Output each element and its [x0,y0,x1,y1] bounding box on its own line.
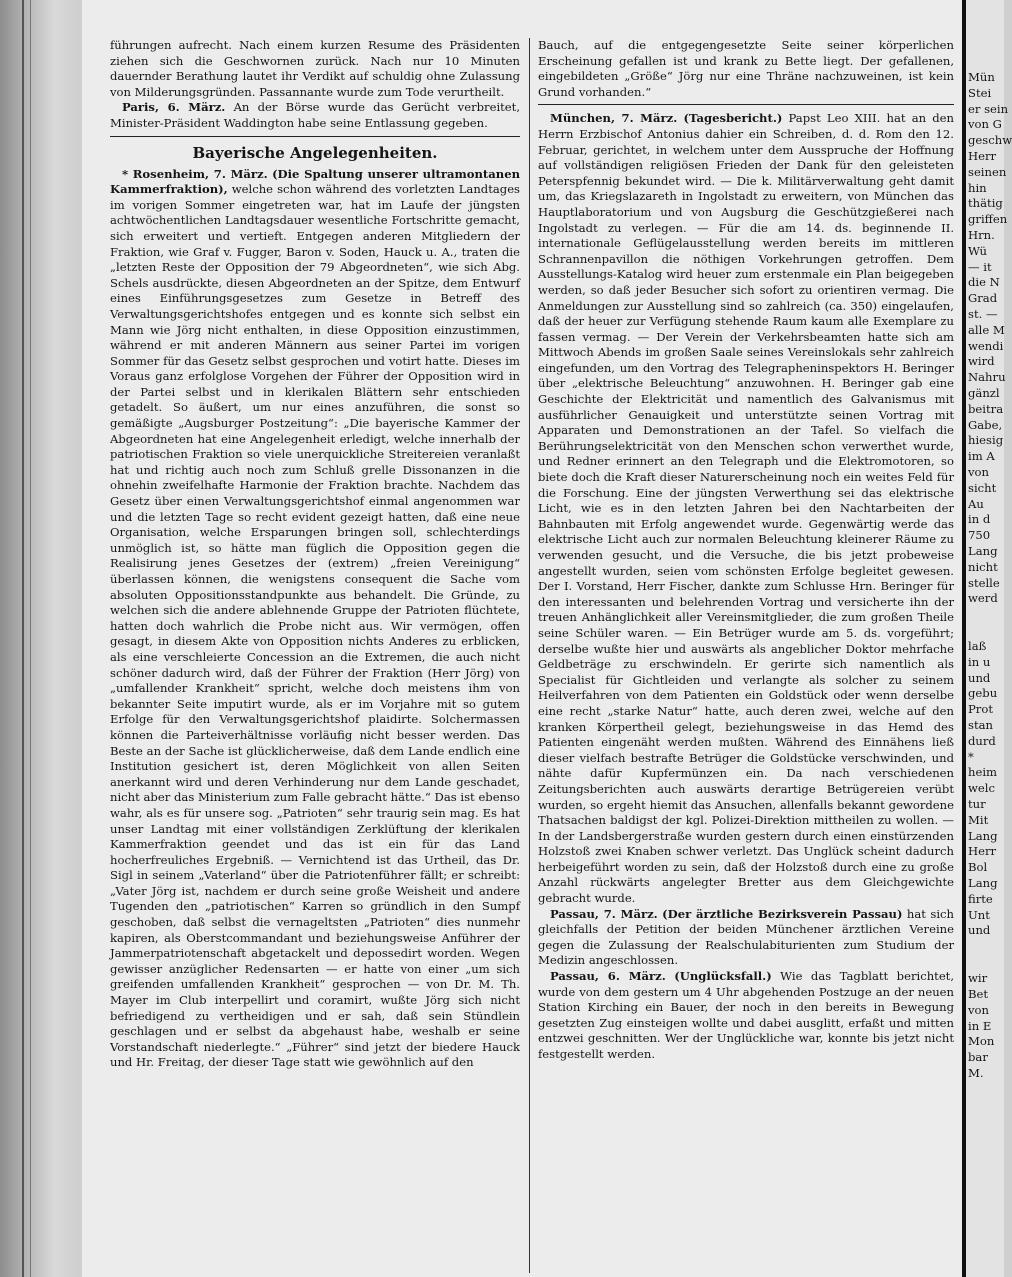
edge-line: M. [968,1066,984,1081]
binding-line [22,0,24,1277]
rosenheim-text: welche schon während des vorletzten Landtages im vorigen Sommer eingetreten war, hat im Laufe der jüngsten achtwöchentlichen Landtagsdauer wesentliche Fortschritte gemacht, sich erweitert und vertieft. Entgegen anderen Mitgliedern der Fraktion, wie Graf v. Fugger, Baron v. Soden, Hauck u. A., traten die „letzten Reste der Opposition der 79 Abgeordneten“, wie sich Abg. Schels ausdrückte, diesen Abgeordneten an der Spitze, dem Entwurf eines Einführungsgesetzes zum Gesetze in Betreff des Verwaltungsgerichtshofes entgegen und es konnte sich selbst ein Mann wie Jörg nicht enthalten, in diese Opposition einzustimmen, während er mit anderen Männern aus seiner Partei im vorigen Sommer für das Gesetz selbst gesprochen und votirt hatte. Dieses im Voraus ganz erfolglose Vorgehen der Führer der Opposition wird in der Partei selbst und in klerikalen Blättern sehr entschieden getadelt. So äußert, um nur eines anzuführen, die sonst so gemäßigte „Augsburger Postzeitung“: „Die bayerische Kammer der Abgeordneten hat eine Angelegenheit erledigt, welche innerhalb der patriotischen Fraktion so viele unerquickliche Streitereien veranlaßt hat und richtig auch noch zum Schluß grelle Dissonanzen in die ohnehin zweifelhafte Harmonie der Fraktion brachte. Nachdem das Gesetz über einen Verwaltungsgerichtshof einmal angenommen war und die letzten Tage so recht evident gezeigt hatten, daß eine neue Organisation, welche Ersparungen bringen soll, schlechterdings unmöglich ist, so hätte man füglich die Opposition gegen die Realisirung jenes Gesetzes der (extrem) „freien Vereinigung“ überlassen können, die wenigstens consequent die Sache vom absoluten Oppositionsstandpunkte aus behandelt. Die Gründe, zu welchen sich die andere ablehnende Gruppe der Patrioten flüchtete, hatten doch wahrlich die Probe nicht aus. Wir vermögen, offen gesagt, in diesem Akte von Opposition nichts Anderes zu erblicken, als eine verschleierte Concession an die Extremen, die auch nicht schöner dadurch wird, daß der Führer der Fraktion (Herr Jörg) von „umfallender Krankheit“ spricht, welche doch meistens ihm von bekannter Seite imputirt wurde, als er im Vorjahre mit so gutem Erfolge für den Verwaltungsgerichtshof plaidirte. Solchermassen können die Parteiverhältnisse vorläufig nicht besser werden. Das Beste an der Sache ist glücklicherweise, daß dem Lande endlich eine Institution gesichert ist, deren Möglichkeit von allen Seiten anerkannt wird und deren Verhinderung nur dem Lande geschadet, nicht aber das Ministerium zum Falle gebracht hätte.“ Das ist ebenso wahr, als es für unsere sog. „Patrioten“ sehr traurig sein mag. Es hat unser Landtag mit einer vollständigen Zerklüftung der klerikalen Kammerfraktion geendet und das ist ein für das Land hocherfreuliches Ergebniß. — Vernichtend ist das Urtheil, das Dr. Sigl in seinem „Vaterland“ über die Patriotenführer fällt; er schreibt: „Vater Jörg ist, nachdem er durch seine große Weisheit und andere Tugenden den „patriotischen“ Karren so gründlich in den Sumpf geschoben, daß selbst die vernageltsten „Patrioten“ dies nunmehr kapiren, als Oberstcommandant und beziehungsweise Anführer der Jammerpatriotenschaft abgetackelt und depossedirt worden. Wegen gewisser anzüglicher Redensarten — er hatte von einer „um sich greifenden umfallenden Krankheit“ gesprochen — von Dr. M. Th. Mayer im Club interpellirt und coramirt, wußte Jörg sich nicht befriedigend zu vertheidigen und er sah, daß sein Stündlein geschlagen und er selbst da abgehaust habe, weshalb er seine Vorstandschaft niederlegte.“ „Führer“ sind jetzt der biedere Hauck und Hr. Freitag, der dieser Tage statt wie gewöhnlich auf den [110,182,521,1070]
edge-line: wir [968,971,988,986]
edge-line: geschw [968,133,1012,148]
edge-line: werd [968,591,998,606]
edge-line: Stei [968,85,992,100]
edge-line: st. — [968,306,998,321]
edge-line: * [968,749,974,764]
passau1-dateline: Passau, 7. März. [550,906,658,921]
edge-line: wendi [968,338,1004,353]
edge-line: Mün [968,70,995,84]
edge-line: Lang [968,543,998,558]
edge-line: beitra [968,401,1004,416]
edge-line: nicht [968,559,998,574]
binding-line-secondary [30,0,31,1277]
muenchen-text: Papst Leo XIII. hat an den Herrn Erzbischof Antonius dahier ein Schreiben, d. d. Rom den 12. Februar, gerichtet, in welchem unter dem Ausspruche der Hoffnung auf vollständigen religiösen Frieden der Dank für den geleisteten Peterspfennig bekundet wird. — Die k. Militärverwaltung geht damit um, das Kriegslazareth in Ingolstadt zu erweitern, von München das Hauptlaboratorium und von Augsburg die Geschützgießerei nach Ingolstadt zu verlegen. — Für die am 14. ds. beginnende II. internationale Geflügelausstellung werden bereits im mittleren Schrannenpavillon die nöthigen Vorkehrungen getroffen. Dem Ausstellungs-Katalog wird heuer zum erstenmale ein Plan beigegeben werden, so daß jeder Besucher sich sofort zu orientiren vermag. Die Anmeldungen zur Ausstellung sind so zahlreich (ca. 350) eingelaufen, daß der heuer zur Verfügung stehende Raum kaum alle Exemplare zu fassen vermag. — Der Verein der Verkehrsbeamten hatte sich am Mittwoch Abends im großen Saale seines Vereinslokals sehr zahlreich eingefunden, um den Vortrag des Telegrapheninspektors H. Beringer über „elektrische Beleuchtung“ anzuwohnen. H. Beringer gab eine Geschichte der Elektricität und namentlich des Galvanismus mit ausführlicher Genauigkeit und unterstützte seinen Vortrag mit Apparaten und Demonstrationen an der Tafel. So vielfach die Berührungselektricität von den Menschen schon verwerthet wurde, und Redner erinnert an den Telegraph und die Elektromotoren, so biete doch die Kraft dieser Naturerscheinung noch ein weites Feld für die Forschung. Eine der jüngsten Verwerthung sei das elektrische Licht, wie es in den letzten Jahren bei den Nachtarbeiten der Bahnbauten mit Erfolg angewendet wurde. Gegenwärtig werde das elektrische Licht auch zur normalen Beleuchtung kleinerer Räume zu verwenden gesucht, und die Versuche, die bis jetzt probeweise angestellt wurden, seien vom schönsten Erfolge begleitet gewesen. Der I. Vorstand, Herr Fischer, dankte zum Schlusse Hrn. Beringer für den interessanten und belehrenden Vortrag und versicherte ihn der treuen Anhänglichkeit aller Vereinsmitglieder, die zum großen Theile seine Schüler waren. — Ein Betrüger wurde am 5. ds. vorgeführt; derselbe wußte hier und auswärts als angeblicher Doktor mehrfache Geldbeträge zu erschwindeln. Er gerirte sich namentlich als Specialist für Gichtleiden und verlangte als solcher zu seinem Heilverfahren von dem Patienten ein Goldstück oder wenn derselbe eine recht „starke Natur“ hatte, auch deren zwei, welche auf den kranken Körpertheil gelegt, beziehungsweise in das Hemd des Patienten eingenäht werden mußten. Während des Einnähens ließ dieser vielfach bestrafte Betrüger die Goldstücke verschwinden, und nähte dafür Kupfermünzen ein. Da nach verschiedenen Zeitungsberichten auch auswärts derartige Betrügereien verübt wurden, so ergeht hiemit das Ansuchen, allenfalls bekannt gewordene Thatsachen baldigst der kgl. Polizei-Direktion mittheilen zu wollen. — In der Landsbergerstraße wurden gestern durch einen einstürzenden Holzstoß zwei Knaben schwer verletzt. Das Unglück scheint dadurch herbeigeführt worden zu sein, daß der Holzstoß durch eine zu große Anzahl rückwärts angelegter Bretter aus dem Gleichgewichte gebracht wurde. [538,111,955,906]
edge-line: laß [968,639,987,654]
edge-line: Lang [968,828,998,843]
edge-line: Bet [968,987,989,1002]
article-divider [538,104,954,105]
edge-line: Wü [968,243,987,258]
edge-line: die N [968,275,1000,290]
column-right [538,38,954,1273]
edge-line: im A [968,449,995,464]
passau-article-2 [538,969,954,1063]
edge-line [968,939,1004,971]
muenchen-article [538,111,954,906]
edge-line: und [968,670,991,685]
edge-line: in E [968,1018,992,1033]
edge-line: durd [968,733,996,748]
passau2-subject: (Unglücksfall.) [674,969,772,984]
edge-line: bar [968,1050,988,1065]
edge-line: — it [968,259,992,274]
edge-line: Herr [968,148,997,163]
passau-article-1 [538,907,954,969]
newspaper-page [82,0,962,1277]
edge-line: von [968,464,989,479]
edge-line: Prot [968,702,993,717]
paris-article [110,100,520,131]
adjacent-page-edge [962,0,1012,1277]
paris-dateline: Paris, 6. März. [122,100,226,115]
edge-line: alle M [968,322,1005,337]
edge-line: heim [968,765,998,780]
paris-text: An der Börse wurde das Gerücht verbreitet, Minister-Präsident Waddington habe seine Entlassung gegeben. [110,100,521,130]
edge-line: und [968,923,991,938]
edge-line: seinen [968,164,1007,179]
edge-line: Unt [968,907,990,922]
rosenheim-subject: (Die Spaltung unserer ultramontanen Kammerfraktion), [110,166,520,197]
edge-line: Hrn. [968,227,995,242]
passau1-text: hat sich gleichfalls der Petition der beiden Münchener ärztlichen Vereine gegen die Zulassung der Realschulabiturienten zum Studium der Medizin angeschlossen. [538,906,955,968]
adjacent-page-fragments [966,0,1012,1082]
edge-line: Nahru [968,370,1006,385]
passau2-text: Wie das Tagblatt berichtet, wurde von dem gestern um 4 Uhr abgehenden Postzuge an der neuen Station Kirching ein Bauer, der noch in den bereits in Bewegung gesetzten Zug einsteigen wollte und dabei ausglitt, erfaßt und mitten entzwei geschnitten. Wer der Unglückliche war, konnte bis jetzt nicht festgestellt werden. [538,969,955,1061]
edge-line: Bol [968,860,988,875]
edge-line: stan [968,718,993,733]
edge-line: hiesig [968,433,1004,448]
edge-line: in d [968,512,991,527]
edge-line: Mit [968,812,989,827]
passau1-subject: (Der ärztliche Bezirksverein Passau) [662,906,903,921]
passau2-dateline: Passau, 6. März. [550,969,666,984]
edge-line: Lang [968,876,998,891]
edge-line: von [968,1002,989,1017]
rosenheim-article [110,167,520,1071]
edge-line [968,607,1004,639]
edge-line: tur [968,797,986,812]
column-left [110,38,520,1273]
edge-line: sicht [968,480,997,495]
paris-continuation: führungen aufrecht. Nach einem kurzen Resume des Präsidenten ziehen sich die Geschwornen zurück. Nach nur 10 Minuten dauernder Berathung lautet ihr Verdikt auf schuldig ohne Zulassung von Milderungsgründen. Passannante wurde zum Tode verurtheilt. [110,38,520,99]
edge-line: firte [968,891,993,906]
edge-line: Herr [968,844,997,859]
column-rule [529,38,530,1273]
edge-line: stelle [968,575,1000,590]
edge-line: Mon [968,1034,995,1049]
edge-line: hin [968,180,987,195]
edge-line: thätig [968,196,1003,211]
section-divider [110,136,520,137]
rosenheim-dateline: * Rosenheim, 7. März. [122,166,268,181]
muenchen-dateline: München, 7. März. [550,111,678,126]
edge-line: gänzl [968,385,1000,400]
edge-line: Grad [968,291,998,306]
edge-line: Gabe, [968,417,1003,432]
edge-line: 750 [968,528,991,543]
edge-line: wird [968,354,995,369]
edge-line: griffen [968,212,1008,227]
muenchen-subject: (Tagesbericht.) [683,111,783,126]
book-gutter [0,0,78,1277]
edge-line: von G [968,117,1002,132]
edge-line: gebu [968,686,998,701]
edge-line: welc [968,781,995,796]
section-heading: Bayerische Angelegenheiten. [192,143,438,162]
edge-line: er sein [968,101,1009,116]
edge-line: in u [968,654,991,669]
continued-text: Bauch, auf die entgegengesetzte Seite seiner körperlichen Erscheinung gefallen ist und krank zu Bette liegt. Der gefallenen, eingebildeten „Größe“ Jörg nur eine Thräne nachzuweinen, ist kein Grund vorhanden.“ [538,38,954,99]
edge-line: Au [968,496,984,511]
